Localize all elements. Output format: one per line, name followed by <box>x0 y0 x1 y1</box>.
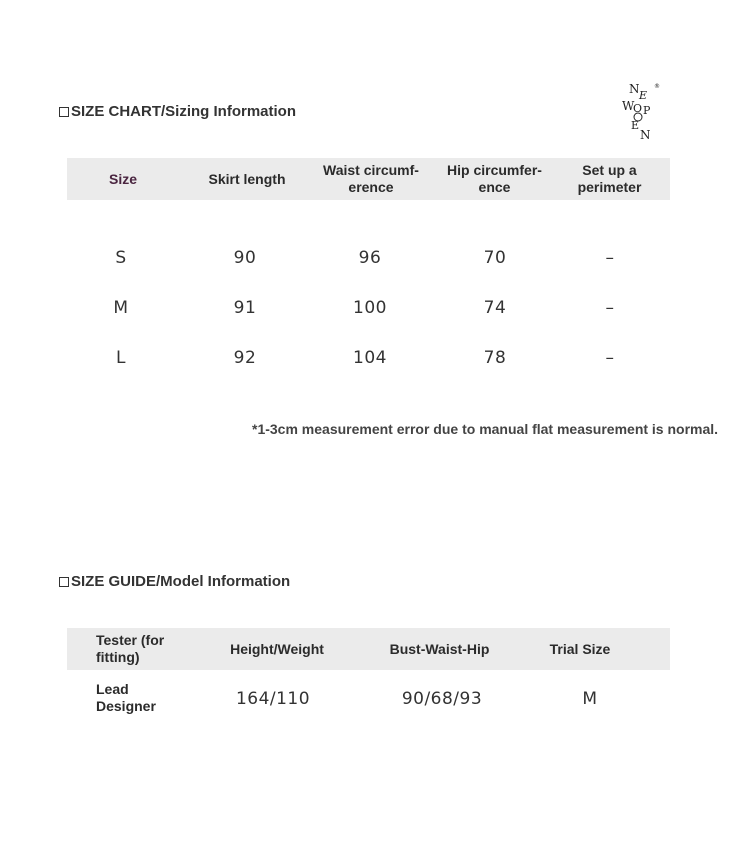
logo-letter: W <box>622 99 635 113</box>
logo-letter: E <box>639 89 648 102</box>
logo-letter: E <box>631 119 640 132</box>
checkbox-icon <box>59 107 69 117</box>
cell-skirt-length: 92 <box>233 348 257 368</box>
cell-skirt-length: 91 <box>233 298 257 318</box>
logo-letter: N <box>629 82 640 96</box>
header-height-weight: Height/Weight <box>230 640 324 657</box>
size-chart-header <box>67 158 670 200</box>
table-row <box>67 343 670 373</box>
size-guide-title-text: SIZE GUIDE/Model Information <box>71 573 291 590</box>
cell-size: S <box>115 248 127 268</box>
checkbox-icon <box>59 577 69 587</box>
logo-letter: O <box>633 102 643 115</box>
logo-letter: N <box>640 128 651 142</box>
cell-size: M <box>113 298 129 318</box>
header-waist: Waist circumf- erence <box>323 162 419 195</box>
cell-hip: 78 <box>483 348 507 368</box>
logo-registered-mark: ® <box>654 83 660 90</box>
cell-trial-size: M <box>582 689 598 709</box>
table-row <box>67 243 670 273</box>
logo-letter: P <box>643 104 651 117</box>
cell-skirt-length: 90 <box>233 248 257 268</box>
header-tester: Tester (for fitting) <box>96 632 165 665</box>
cell-hip: 70 <box>483 248 507 268</box>
cell-hip: 74 <box>483 298 507 318</box>
cell-perimeter: – <box>605 298 615 318</box>
header-skirt-length: Skirt length <box>208 170 286 187</box>
measurement-note: *1-3cm measurement error due to manual flat measurement is normal. <box>252 421 719 437</box>
cell-waist: 104 <box>353 348 387 368</box>
header-size: Size <box>108 170 137 187</box>
brand-logo <box>618 80 666 144</box>
cell-height-weight: 164/110 <box>235 689 311 709</box>
size-chart-title-text: SIZE CHART/Sizing Information <box>71 103 296 120</box>
header-trial-size: Trial Size <box>549 640 611 657</box>
header-hip: Hip circumfer- ence <box>447 162 542 195</box>
cell-tester: Lead Designer <box>96 681 156 714</box>
header-bust-waist-hip: Bust-Waist-Hip <box>389 640 490 657</box>
cell-perimeter: – <box>605 348 615 368</box>
size-guide-header <box>67 628 670 670</box>
cell-size: L <box>116 348 126 368</box>
size-guide-title <box>59 573 290 590</box>
cell-bust-waist-hip: 90/68/93 <box>401 689 483 709</box>
cell-waist: 100 <box>353 298 387 318</box>
table-row <box>67 681 670 717</box>
cell-waist: 96 <box>358 248 382 268</box>
size-chart-title <box>59 103 296 120</box>
cell-perimeter: – <box>605 248 615 268</box>
header-perimeter: Set up a perimeter <box>577 162 642 195</box>
table-row <box>67 293 670 323</box>
